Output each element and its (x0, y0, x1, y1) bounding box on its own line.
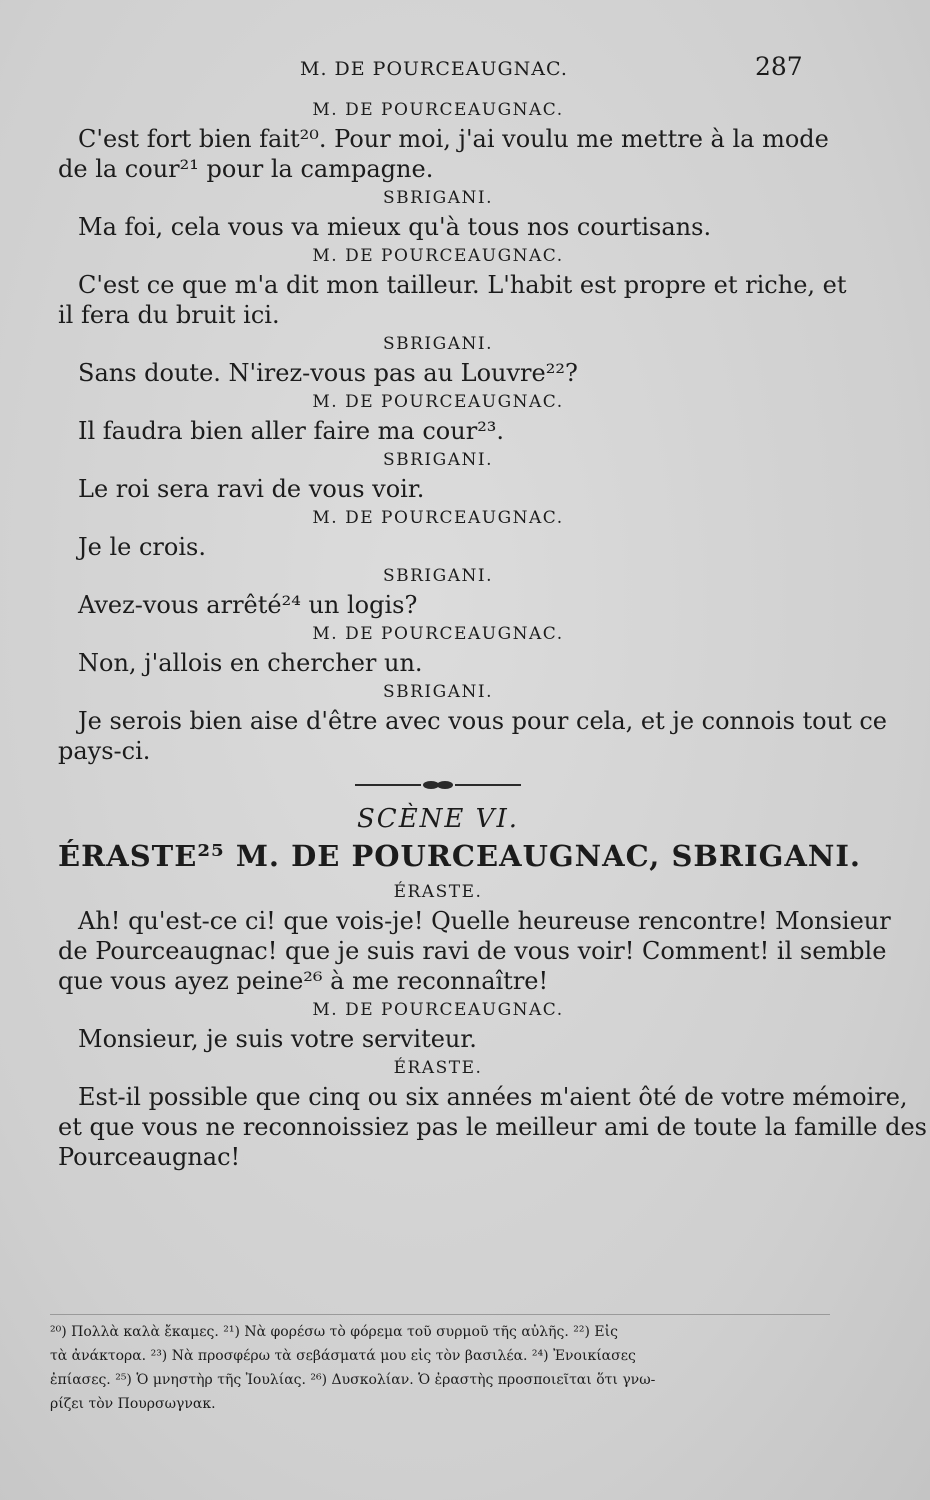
speaker-heading: SBRIGANI. (382, 334, 493, 354)
scene-title: SCÈNE VI. (357, 804, 519, 834)
dialogue-block (58, 504, 818, 562)
dialogue-block (58, 562, 818, 620)
footnote-line: ἐπίασες. ²⁵) Ὁ μνηστὴρ τῆς Ἰουλίας. ²⁶) Δυσκολίαν. Ὁ ἐραστὴς προσποιεῖται ὅτι γνω- (50, 1372, 656, 1388)
footnote-line: ²⁰) Πολλὰ καλὰ ἔκαμες. ²¹) Νὰ φορέσω τὸ φόρεμα τοῦ συρμοῦ τῆς αὐλῆς. ²²) Εἰς (50, 1324, 618, 1340)
dialogue-block (58, 678, 887, 766)
dialogue-line: il fera du bruit ici. (58, 301, 280, 329)
dialogue-line: Ah! qu'est-ce ci! que vois-je! Quelle heureuse rencontre! Monsieur (78, 907, 891, 935)
footnotes (50, 1320, 830, 1416)
speaker-heading: M. DE POURCEAUGNAC. (312, 508, 564, 528)
dialogue-line: Avez-vous arrêté²⁴ un logis? (78, 591, 418, 619)
dialogue-block (58, 242, 847, 330)
ornament-divider (353, 778, 523, 792)
speaker-heading: SBRIGANI. (382, 682, 493, 702)
speaker-heading: M. DE POURCEAUGNAC. (312, 1000, 564, 1020)
dialogue-line: Monsieur, je suis votre serviteur. (78, 1025, 477, 1053)
dialogue-line: de la cour²¹ pour la campagne. (58, 155, 434, 183)
dialogue-block (58, 1054, 927, 1172)
speaker-heading: M. DE POURCEAUGNAC. (312, 624, 564, 644)
dialogue-line: et que vous ne reconnoissiez pas le meilleur ami de toute la famille des (58, 1113, 927, 1141)
dialogue-line: Est-il possible que cinq ou six années m'aient ôté de votre mémoire, (78, 1083, 908, 1111)
running-head (0, 52, 930, 92)
speaker-heading: M. DE POURCEAUGNAC. (312, 246, 564, 266)
dialogue-line: Ma foi, cela vous va mieux qu'à tous nos courtisans. (78, 213, 712, 241)
speaker-heading: M. DE POURCEAUGNAC. (312, 392, 564, 412)
dialogue-block (58, 330, 818, 388)
dialogue-line: Je le crois. (78, 533, 206, 561)
dialogue-line: que vous ayez peine²⁶ à me reconnaître! (58, 967, 549, 995)
dialogue-block (58, 184, 818, 242)
footnote-line: τὰ ἀνάκτορα. ²³) Νὰ προσφέρω τὰ σεβάσματά μου εἰς τὸν βασιλέα. ²⁴) Ἐνοικίασες (50, 1348, 636, 1364)
dialogue-line: de Pourceaugnac! que je suis ravi de vous voir! Comment! il semble (58, 937, 887, 965)
dialogue-line: C'est ce que m'a dit mon tailleur. L'habit est propre et riche, et (78, 271, 847, 299)
dialogue-block (58, 96, 829, 184)
dialogue-line: Le roi sera ravi de vous voir. (78, 475, 425, 503)
speaker-heading: SBRIGANI. (382, 566, 493, 586)
footnote-rule (50, 1314, 830, 1315)
running-title: M. DE POURCEAUGNAC. (300, 58, 568, 80)
dialogue-block (58, 996, 818, 1054)
dialogue-line: Non, j'allois en chercher un. (78, 649, 423, 677)
speaker-heading: SBRIGANI. (382, 188, 493, 208)
speaker-heading: ÉRASTE. (393, 882, 483, 902)
dialogue-block (58, 446, 818, 504)
dialogue-block (58, 388, 818, 446)
footnote-line: ρίζει τὸν Πουρσωγνακ. (50, 1396, 216, 1412)
dialogue-line: C'est fort bien fait²⁰. Pour moi, j'ai voulu me mettre à la mode (78, 125, 829, 153)
dialogue-block (58, 878, 891, 996)
speaker-heading: M. DE POURCEAUGNAC. (312, 100, 564, 120)
page-body (58, 96, 927, 1172)
scene-persons: ÉRASTE²⁵ M. DE POURCEAUGNAC, SBRIGANI. (58, 839, 862, 873)
speaker-heading: ÉRASTE. (393, 1058, 483, 1078)
dialogue-line: Je serois bien aise d'être avec vous pour cela, et je connois tout ce (78, 707, 887, 735)
dialogue-line: Pourceaugnac! (58, 1143, 241, 1171)
dialogue-block (58, 620, 818, 678)
dialogue-line: Sans doute. N'irez-vous pas au Louvre²²? (78, 359, 578, 387)
dialogue-line: Il faudra bien aller faire ma cour²³. (78, 417, 505, 445)
page-number: 287 (755, 52, 803, 81)
dialogue-line: pays-ci. (58, 737, 151, 765)
speaker-heading: SBRIGANI. (382, 450, 493, 470)
